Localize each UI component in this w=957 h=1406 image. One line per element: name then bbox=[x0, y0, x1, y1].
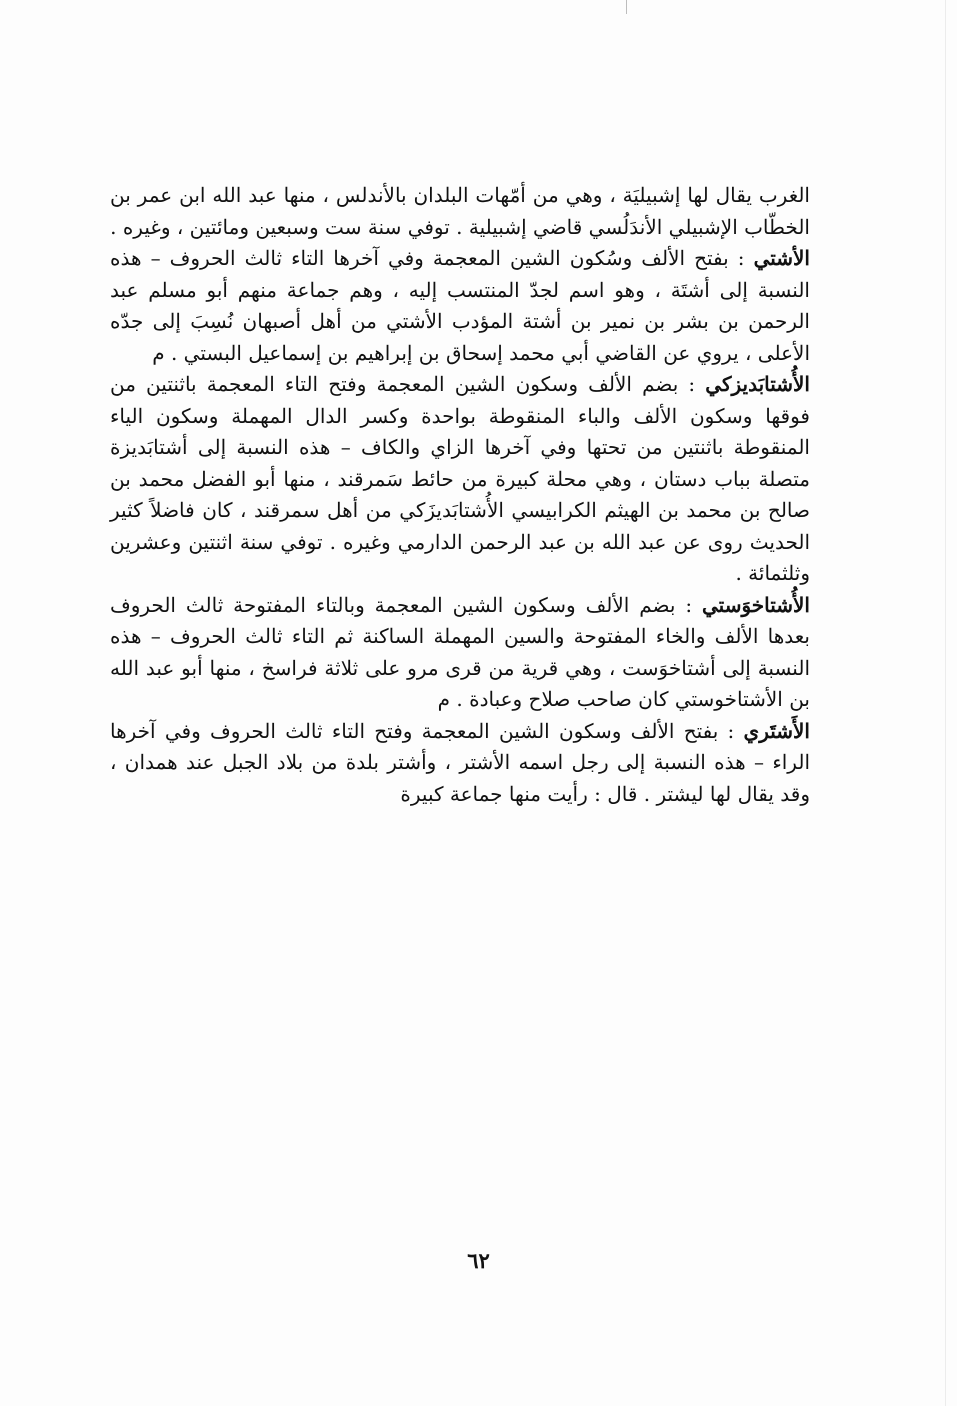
entry-headword: الأشتي bbox=[753, 246, 810, 270]
paragraph-continuation bbox=[110, 180, 810, 243]
entry-al-ushtabadizaki bbox=[110, 369, 810, 590]
entry-headword: الأَشتَري bbox=[743, 718, 810, 743]
page-number: ٦٢ bbox=[467, 1248, 490, 1273]
entry-al-ashti bbox=[110, 243, 810, 369]
scan-edge-mark-top bbox=[626, 0, 627, 14]
entry-headword: الأُشتابَديزكي bbox=[705, 372, 810, 396]
page-body-text bbox=[110, 180, 810, 810]
entry-text: : بفتح الألف وسُكون الشين المعجمة وفي آخرها التاء ثالث الحروف – هذه النسبة إلى أشتَة ، وهو اسم لجدّ المنتسب إليه ، وهم جماعة منهم أبو مسلم عبد الرحمن بن بشر بن نمير بن أشتة المؤدب الأشتي من أهل أصبهان نُسِبَ إلى جدّه الأعلى ، يروي عن القاضي أبي محمد إسحاق بن إبراهيم بن إسماعيل البستي . م bbox=[110, 246, 810, 365]
entry-text: : بضم الألف وسكون الشين المعجمة وفتح التاء المعجمة باثنتين من فوقها وسكون الألف والباء المنقوطة بواحدة وكسر الدال المهملة وسكون الياء المنقوطة باثنتين من تحتها وفي آخرها الزاي والكاف – هذه النسبة إلى أشتابَديزة متصلة بباب دستان ، وهي محلة كبيرة من حائط سَمرقند ، منها أبو الفضل محمد بن صالح بن محمد بن الهيثم الكرابيسي الأُشتابَديزَكي من أهل سمرقند ، كان فاضلاً كثير الحديث روى عن عبد الله بن عبد الرحمن الدارمي وغيره . توفي سنة اثنتين وعشرين وثلثمائة . bbox=[110, 372, 810, 585]
entry-text: : بضم الألف وسكون الشين المعجمة وبالتاء المفتوحة ثالث الحروف بعدها الألف والخاء المفتوحة والسين المهملة الساكنة ثم التاء ثالث الحروف – هذه النسبة إلى أشتاخوَست ، وهي قرية من قرى مرو على ثلاثة فراسخ ، منها أبو عبد الله بن الأشتاخوستي كان صاحب صلاح وعبادة . م bbox=[110, 592, 810, 711]
entry-al-ashtari bbox=[110, 716, 810, 811]
paragraph-text: الغرب يقال لها إشبيليَة ، وهي من أمّهات البلدان بالأندلس ، منها عبد الله ابن عمر بن الخطّاب الإشبيلي الأندَلُسي قاضي إشبيلية . توفي سنة ست وسبعين ومائتين ، وغيره . bbox=[110, 183, 810, 239]
entry-al-ushtakhawasti bbox=[110, 590, 810, 716]
entry-headword: الأُشتاخوَستي bbox=[701, 592, 810, 617]
scan-edge-mark-right bbox=[945, 0, 946, 1406]
entry-text: : بفتح الألف وسكون الشين المعجمة وفتح التاء ثالث الحروف وفي آخرها الراء – هذه النسبة إلى رجل اسمه الأشتر ، وأشتر بلدة من بلاد الجبل عند همدان ، وقد يقال لها ليشتر . قال : رأيت منها جماعة كبيرة bbox=[110, 718, 810, 806]
